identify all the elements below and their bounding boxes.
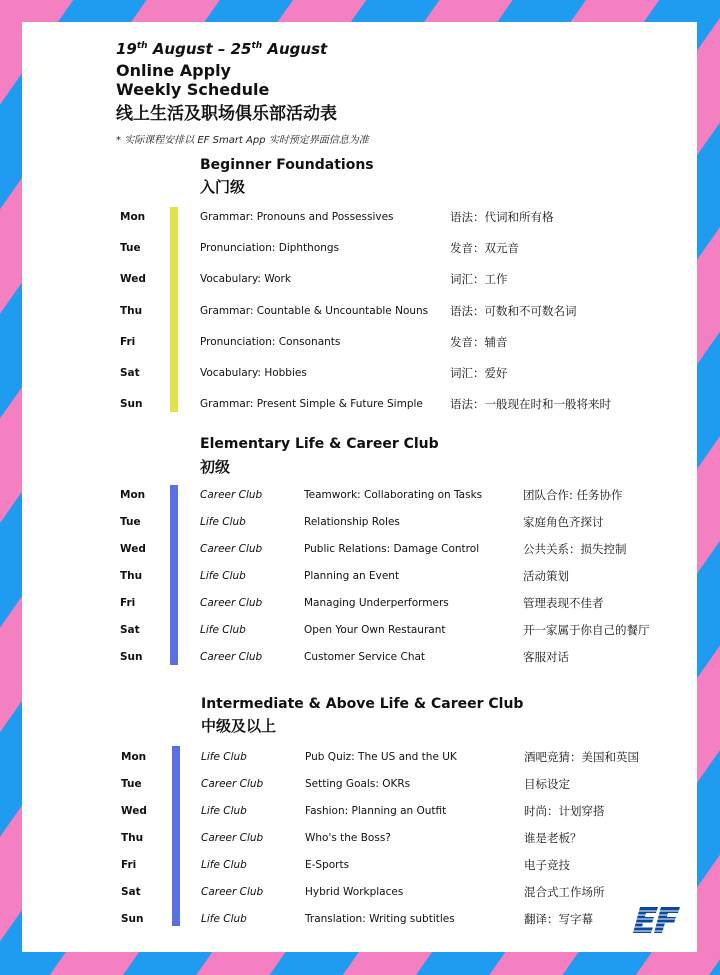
intermediate-row-club-type: Career Club xyxy=(201,886,264,898)
header-title-chinese: 线上生活及职场俱乐部活动表 xyxy=(116,104,337,124)
beginner-section-title: Beginner Foundations xyxy=(200,157,374,173)
intermediate-row-topic: Pub Quiz: The US and the UK xyxy=(305,751,457,763)
intermediate-row-club-type: Life Club xyxy=(201,805,247,817)
intermediate-row-topic-chinese: 目标设定 xyxy=(524,777,570,791)
beginner-row-day: Sun xyxy=(120,398,143,411)
elementary-section-subtitle: 初级 xyxy=(200,458,231,476)
intermediate-row-topic: Who's the Boss? xyxy=(305,832,391,844)
date-range: 19th August – 25th August xyxy=(116,40,328,58)
beginner-row-topic-chinese: 语法：代词和所有格 xyxy=(450,210,554,224)
elementary-row-topic-chinese: 管理表现不佳者 xyxy=(523,596,604,610)
intermediate-row-day: Wed xyxy=(121,805,147,817)
elementary-row-topic-chinese: 活动策划 xyxy=(523,569,569,583)
elementary-row-club-type: Career Club xyxy=(200,597,263,609)
intermediate-row-club-type: Life Club xyxy=(201,751,247,763)
elementary-row-day: Fri xyxy=(120,597,136,609)
elementary-row-club-type: Life Club xyxy=(200,570,246,582)
elementary-row-topic-chinese: 开一家属于你自己的餐厅 xyxy=(523,623,650,637)
elementary-row-topic: Planning an Event xyxy=(304,570,400,582)
elementary-row-topic-chinese: 客服对话 xyxy=(523,650,569,664)
elementary-row-topic: Managing Underperformers xyxy=(304,597,449,609)
beginner-row-topic: Pronunciation: Diphthongs xyxy=(200,242,340,255)
beginner-row-day: Sat xyxy=(120,367,140,379)
intermediate-row-topic: E-Sports xyxy=(305,859,350,871)
beginner-row-topic: Vocabulary: Work xyxy=(200,273,291,286)
elementary-row-club-type: Career Club xyxy=(200,543,263,555)
beginner-row-topic-chinese: 语法：一般现在时和一般将来时 xyxy=(450,397,611,412)
beginner-row-day: Mon xyxy=(120,211,146,223)
intermediate-row-topic: Hybrid Workplaces xyxy=(305,886,404,898)
intermediate-row-day: Tue xyxy=(121,778,142,790)
beginner-row-day: Fri xyxy=(120,335,136,348)
elementary-row-club-type: Career Club xyxy=(200,651,263,663)
header-title-online-apply: Online Apply xyxy=(116,61,231,80)
intermediate-row-topic: Setting Goals: OKRs xyxy=(305,778,411,790)
intermediate-row-day: Thu xyxy=(121,832,144,844)
intermediate-row-day: Mon xyxy=(121,751,147,763)
intermediate-row-club-type: Career Club xyxy=(201,832,264,844)
elementary-row-day: Mon xyxy=(120,489,146,501)
elementary-row-topic: Teamwork: Collaborating on Tasks xyxy=(304,489,483,501)
elementary-level-bar xyxy=(170,485,178,665)
beginner-row-topic: Grammar: Countable & Uncountable Nouns xyxy=(200,304,429,317)
intermediate-row-topic-chinese: 电子竞技 xyxy=(524,858,570,872)
elementary-row-topic: Public Relations: Damage Control xyxy=(304,543,480,555)
elementary-row-day: Tue xyxy=(120,516,141,528)
intermediate-row-day: Sun xyxy=(121,913,144,925)
elementary-row-topic-chinese: 家庭角色齐探讨 xyxy=(523,515,604,529)
beginner-row-day: Thu xyxy=(120,304,143,317)
elementary-row-club-type: Life Club xyxy=(200,624,246,636)
intermediate-row-topic: Fashion: Planning an Outfit xyxy=(305,805,447,817)
beginner-section-subtitle: 入门级 xyxy=(200,178,246,196)
elementary-section-title: Elementary Life & Career Club xyxy=(200,436,439,452)
intermediate-section-title: Intermediate & Above Life & Career Club xyxy=(201,696,524,712)
intermediate-row-club-type: Life Club xyxy=(201,859,247,871)
elementary-row-topic: Customer Service Chat xyxy=(304,651,426,663)
elementary-row-day: Sat xyxy=(120,624,140,636)
elementary-row-club-type: Life Club xyxy=(200,516,246,528)
intermediate-row-day: Fri xyxy=(121,859,137,871)
intermediate-section-subtitle: 中级及以上 xyxy=(201,717,277,735)
elementary-row-topic-chinese: 团队合作: 任务协作 xyxy=(523,488,623,502)
beginner-row-topic: Pronunciation: Consonants xyxy=(200,335,341,348)
header-title-weekly-schedule: Weekly Schedule xyxy=(116,80,270,99)
intermediate-row-topic-chinese: 酒吧竞猜：美国和英国 xyxy=(524,750,639,764)
intermediate-row-day: Sat xyxy=(121,886,141,898)
elementary-row-club-type: Career Club xyxy=(200,489,263,501)
beginner-row-topic-chinese: 词汇：工作 xyxy=(450,272,508,287)
elementary-row-day: Thu xyxy=(120,570,143,582)
elementary-row-topic: Open Your Own Restaurant xyxy=(304,624,446,636)
elementary-row-day: Sun xyxy=(120,651,143,663)
elementary-row-topic: Relationship Roles xyxy=(304,516,400,528)
beginner-row-topic: Grammar: Pronouns and Possessives xyxy=(200,211,394,223)
intermediate-row-topic-chinese: 混合式工作场所 xyxy=(524,885,605,899)
beginner-row-topic: Vocabulary: Hobbies xyxy=(200,367,307,379)
intermediate-row-club-type: Life Club xyxy=(201,913,247,925)
intermediate-level-bar xyxy=(172,746,180,926)
beginner-row-topic-chinese: 语法：可数和不可数名词 xyxy=(450,303,577,318)
intermediate-row-topic: Translation: Writing subtitles xyxy=(305,913,455,925)
beginner-row-day: Tue xyxy=(120,242,141,255)
beginner-row-day: Wed xyxy=(120,273,146,286)
elementary-row-day: Wed xyxy=(120,543,146,555)
ef-logo-icon xyxy=(628,905,688,939)
beginner-row-topic-chinese: 发音：辅音 xyxy=(450,334,508,349)
intermediate-row-topic-chinese: 翻译：写字幕 xyxy=(524,912,593,926)
beginner-row-topic: Grammar: Present Simple & Future Simple xyxy=(200,398,423,411)
header-note: * 实际课程安排以 EF Smart App 实时预定界面信息为准 xyxy=(116,135,369,146)
intermediate-row-club-type: Career Club xyxy=(201,778,264,790)
elementary-row-topic-chinese: 公共关系：损失控制 xyxy=(523,542,627,556)
intermediate-row-topic-chinese: 时尚：计划穿搭 xyxy=(524,804,605,818)
intermediate-row-topic-chinese: 谁是老板？ xyxy=(524,831,582,845)
beginner-row-topic-chinese: 发音：双元音 xyxy=(450,241,519,256)
beginner-row-topic-chinese: 词汇：爱好 xyxy=(450,366,508,380)
beginner-level-bar xyxy=(170,207,178,412)
